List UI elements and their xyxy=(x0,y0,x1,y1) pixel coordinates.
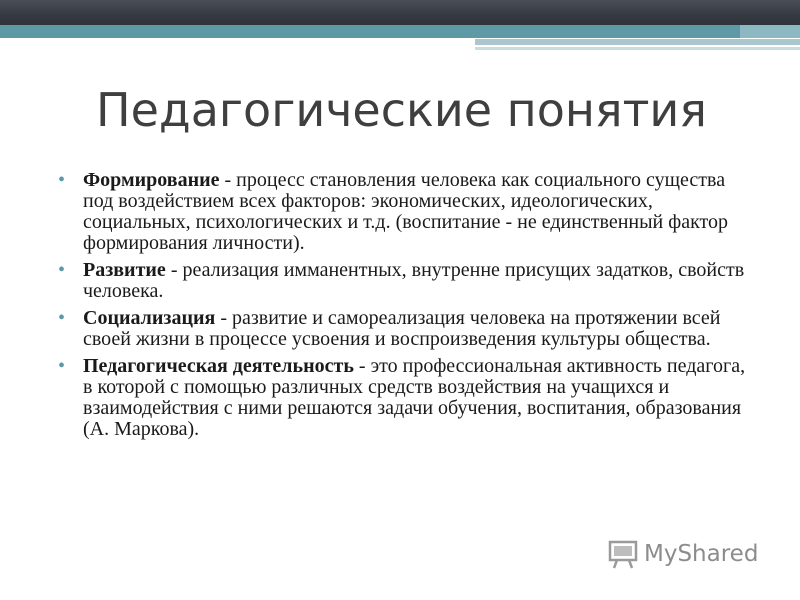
watermark-logo xyxy=(608,535,768,575)
term-definition: - реализация имманентных, внутренне присущих задатков, свойств человека. xyxy=(83,259,745,302)
bullet-icon: • xyxy=(58,259,66,281)
presentation-board-icon xyxy=(608,539,638,569)
term-label: Развитие xyxy=(83,259,166,281)
list-item xyxy=(58,308,748,350)
header-stripe-lower xyxy=(475,47,800,50)
bullet-icon: • xyxy=(58,307,66,329)
term-definition: - это профессиональная активность педагога, в которой с помощью различных средств воздействия на учащихся и взаимодействия с ними решаются задачи обучения, воспитания, образования (А. Маркова). xyxy=(83,355,746,440)
bullet-icon: • xyxy=(58,169,66,191)
slide-title: Педагогические понятия xyxy=(96,83,707,137)
header-band-sheen xyxy=(0,0,800,25)
bullet-icon: • xyxy=(58,355,66,377)
header-band-dark xyxy=(0,0,800,25)
term-label: Формирование xyxy=(83,169,220,191)
header-band-accent xyxy=(0,25,800,38)
term-definition: - развитие и самореализация человека на протяжении всей своей жизни в процессе усвоения и воспроизведения культуры общества. xyxy=(83,307,721,350)
term-label: Педагогическая деятельность xyxy=(83,355,354,377)
header-stripe-light xyxy=(740,25,800,38)
list-item xyxy=(58,356,748,440)
watermark-text: MyShared xyxy=(644,541,759,567)
list-item xyxy=(58,170,748,254)
term-label: Социализация xyxy=(83,307,216,329)
list-item xyxy=(58,260,748,302)
definition-list xyxy=(58,170,748,446)
header-stripe-upper xyxy=(475,39,800,45)
term-definition: - процесс становления человека как социального существа под воздействием всех факторов: экономических, идеологических, социальных, психологических и т.д. (воспитание - не единственный фактор формирования личности). xyxy=(83,169,729,254)
